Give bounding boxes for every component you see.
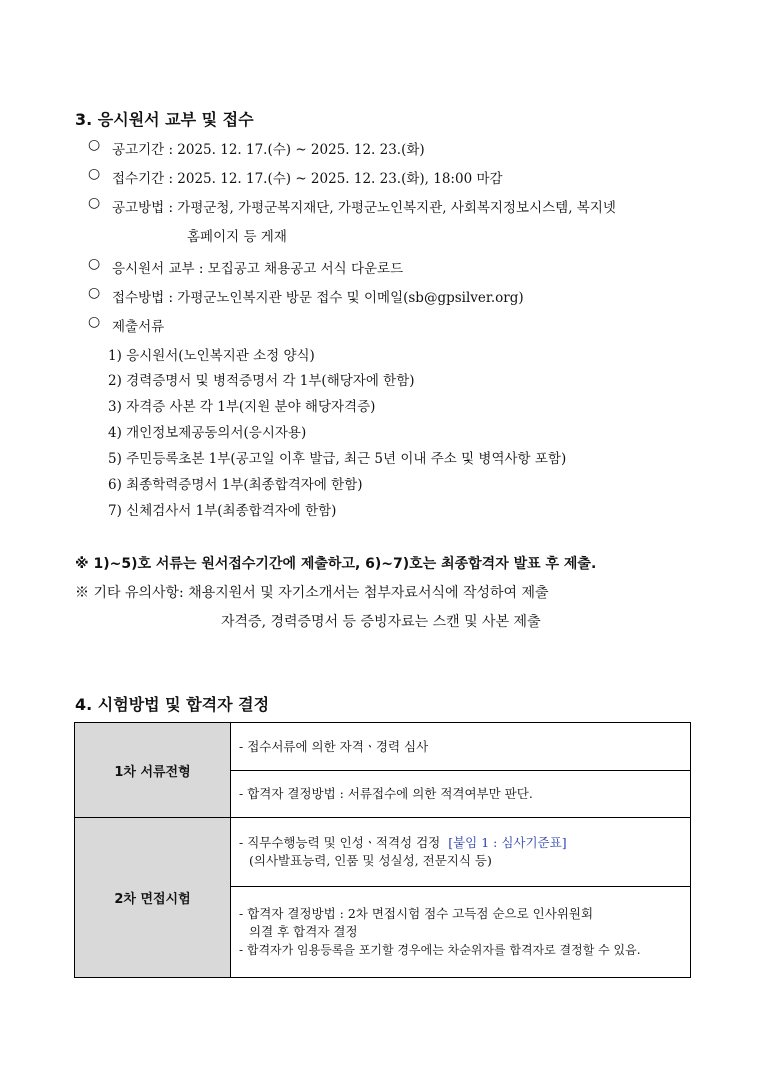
- stage1-decision: - 합격자 결정방법 : 서류접수에 의한 적격여부만 판단.: [231, 771, 691, 818]
- stage2-decision-text: - 합격자 결정방법 : 2차 면접시험 점수 고득점 순으로 인사위원회: [239, 906, 594, 921]
- stage2-label: 2차 면접시험: [75, 818, 231, 978]
- other-notes: ※ 기타 유의사항: 채용지원서 및 자기소개서는 첨부자료서식에 작성하여 제출: [75, 585, 549, 601]
- document-item: 5) 주민등록초본 1부(공고일 이후 발급, 최근 5년 이내 주소 및 병역사항 포함): [108, 451, 567, 467]
- document-item: 7) 신체검사서 1부(최종합격자에 한함): [108, 503, 337, 519]
- stage1-criteria: - 접수서류에 의한 자격ㆍ경력 심사: [231, 723, 691, 771]
- section3-title: 3. 응시원서 교부 및 접수: [75, 110, 254, 129]
- document-item: 4) 개인정보제공동의서(응시자용): [108, 425, 307, 441]
- document-item: 1) 응시원서(노인복지관 소정 양식): [108, 348, 315, 364]
- stage2-decision-continuation: 의결 후 합격자 결정: [249, 924, 358, 939]
- circle-bullet-icon: ○: [88, 314, 101, 330]
- document-item: 3) 자격증 사본 각 1부(지원 분야 해당자격증): [108, 399, 376, 415]
- notice-method-text: 공고방법 : 가평군청, 가평군복지재단, 가평군노인복지관, 사회복지정보시스템, 복지넷: [112, 200, 616, 216]
- notice-method-continuation: 홈페이지 등 게재: [187, 229, 287, 245]
- circle-bullet-icon: ○: [88, 137, 101, 153]
- circle-bullet-icon: ○: [88, 285, 101, 301]
- stage2-decision: [231, 887, 691, 978]
- stage2-criteria: [231, 818, 691, 887]
- submission-method-text: 접수방법 : 가평군노인복지관 방문 접수 및 이메일(sb@gpsilver.org): [112, 290, 524, 306]
- circle-bullet-icon: ○: [88, 256, 101, 272]
- section4-title: 4. 시험방법 및 합격자 결정: [75, 695, 270, 714]
- circle-bullet-icon: ○: [88, 166, 101, 182]
- application-period-text: 접수기간 : 2025. 12. 17.(수) ~ 2025. 12. 23.(화), 18:00 마감: [112, 171, 503, 187]
- form-distribution-text: 응시원서 교부 : 모집공고 채용공고 서식 다운로드: [112, 261, 404, 277]
- stage2-criteria-detail: (의사발표능력, 인품 및 성실성, 전문지식 등): [249, 853, 492, 868]
- document-item: 2) 경력증명서 및 병적증명서 각 1부(해당자에 한함): [108, 373, 415, 389]
- other-notes-continuation: 자격증, 경력증명서 등 증빙자료는 스캔 및 사본 제출: [221, 614, 541, 630]
- submission-note: ※ 1)~5)호 서류는 원서접수기간에 제출하고, 6)~7)호는 최종합격자 발표 후 제출.: [75, 556, 597, 572]
- required-documents-text: 제출서류: [112, 319, 165, 335]
- circle-bullet-icon: ○: [88, 195, 101, 211]
- exam-method-table: [74, 722, 691, 978]
- document-item: 6) 최종학력증명서 1부(최종합격자에 한함): [108, 477, 363, 493]
- stage2-alternate-note: - 합격자가 임용등록을 포기할 경우에는 차순위자를 합격자로 결정할 수 있음.: [239, 943, 641, 957]
- stage2-criteria-text: - 직무수행능력 및 인성ㆍ적격성 검정: [239, 835, 441, 850]
- stage1-label: 1차 서류전형: [75, 723, 231, 818]
- appendix-reference: [붙임 1 : 심사기준표]: [448, 835, 567, 850]
- notice-period-text: 공고기간 : 2025. 12. 17.(수) ~ 2025. 12. 23.(화): [112, 142, 425, 158]
